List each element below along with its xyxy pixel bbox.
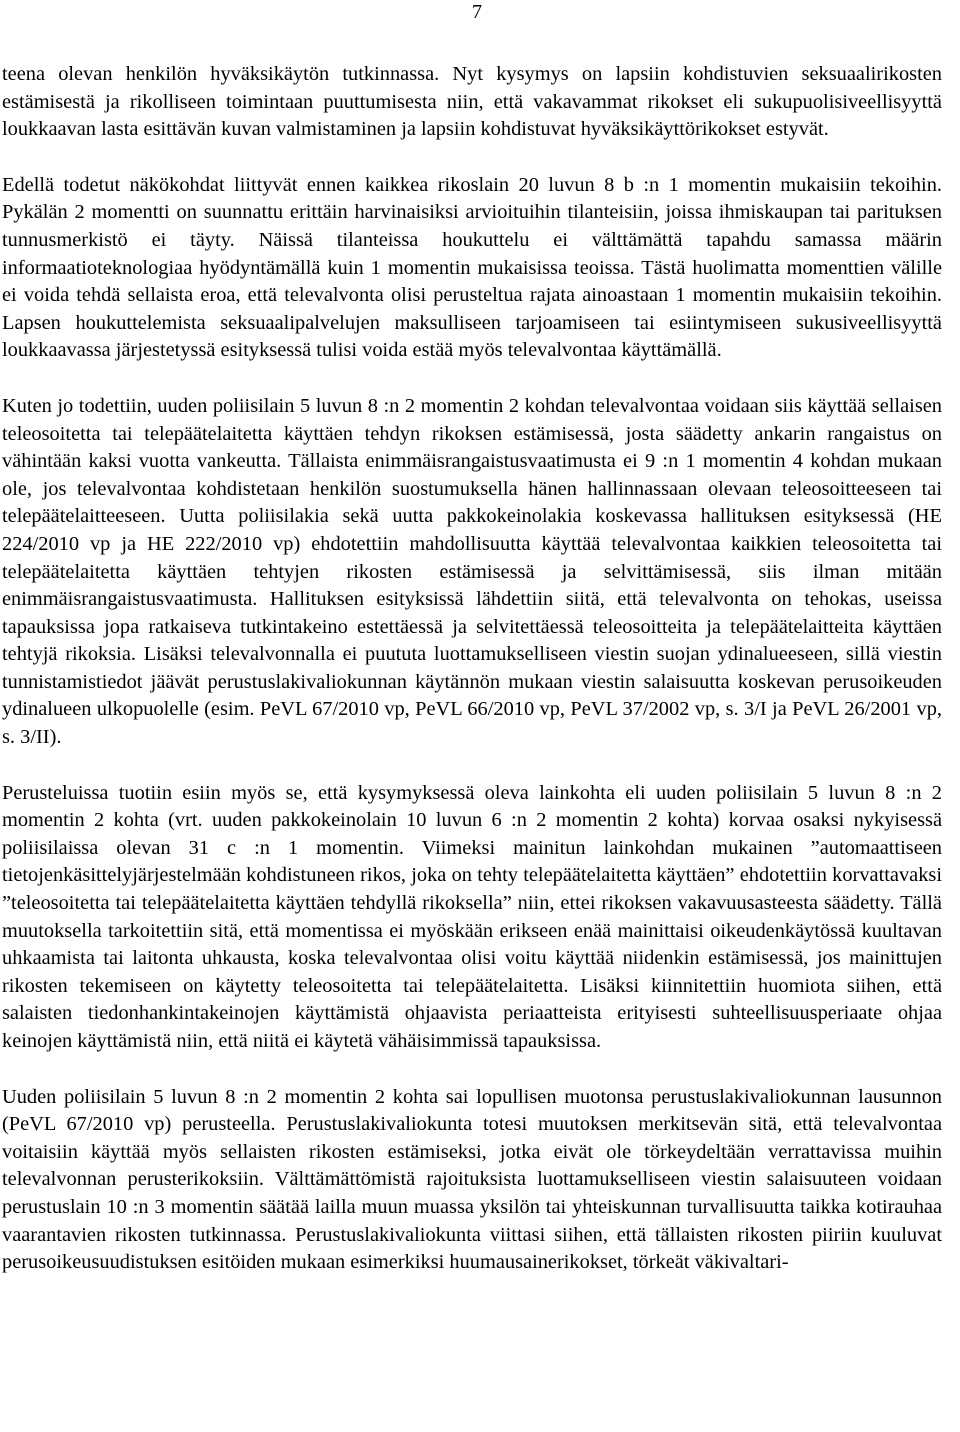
paragraph-gap — [2, 144, 942, 172]
paragraph-3: Kuten jo todettiin, uuden poliisilain 5 luvun 8 :n 2 momentin 2 kohdan televalvontaa voidaan siis käyttää sellaisen teleosoitetta tai telepäätelaitetta käyttäen tehdyn rikoksen estämisessä, josta säädetty ankarin rangaistus on vähintään kaksi vuotta vankeutta. Tällaista enimmäisrangaistusvaatimusta ei 9 :n 1 momentin 4 kohdan mukaan ole, jos televalvontaa kohdistetaan henkilön suostumuksella hänen hallinnassaan olevaan teleosoitteeseen tai telepäätelaitteeseen. Uutta poliisilakia sekä uutta pakkokeinolakia koskevassa hallituksen esityksessä (HE 224/2010 vp ja HE 222/2010 vp) ehdotettiin mahdollisuutta käyttää televalvontaa kaikkien teleosoitetta tai telepäätelaitetta käyttäen tehtyjen rikosten estämisessä ja selvittämisessä, siis ilman mitään enimmäisrangaistusvaatimusta. Hallituksen esityksissä lähdettiin siitä, että televalvonta on tehokas, useissa tapauksissa jopa ratkaiseva tutkintakeino estettäessä ja selvitettäessä teleosoitteita ja telepäätelaitteita käyttäen tehtyjä rikoksia. Lisäksi televalvonnalla ei puututa luottamukselliseen viestin suojan ydinalueeseen, sillä viestin tunnistamistiedot jäävät perustuslakivaliokunnan käytännön mukaan viestin salaisuutta koskevan perusoikeuden ydinalueen ulkopuolelle (esim. PeVL 67/2010 vp, PeVL 66/2010 vp, PeVL 37/2002 vp, s. 3/I ja PeVL 26/2001 vp, s. 3/II). — [2, 394, 942, 749]
page-number: 7 — [472, 1, 482, 23]
paragraph-gap — [2, 365, 942, 393]
paragraph-5: Uuden poliisilain 5 luvun 8 :n 2 momentin 2 kohta sai lopullisen muotonsa perustuslakivaliokunnan lausunnon (PeVL 67/2010 vp) perusteella. Perustuslakivaliokunta totesi muutoksen merkitsevän sitä, että televalvontaa voitaisiin käyttää myös sellaisten rikosten estämiseksi, jotka eivät ole törkeydeltään verrattavissa muihin televalvonnan perusterikoksiin. Välttämättömistä rajoituksista luottamukselliseen viestin salaisuuteen voidaan perustuslain 10 :n 3 momentin säätää lailla muun muassa yksilön tai yhteiskunnan turvallisuutta taikka kotirauhaa vaarantavien rikosten tutkinnassa. Perustuslakivaliokunta viittasi siihen, että tällaisten rikosten piiriin kuuluvat perusoikeusuudistuksen esitöiden mukaan esimerkiksi huumausainerikokset, törkeät väkivaltari- — [2, 1085, 942, 1274]
paragraph-4: Perusteluissa tuotiin esiin myös se, että kysymyksessä oleva lainkohta eli uuden poliisilain 5 luvun 8 :n 2 momentin 2 kohta (vrt. uuden pakkokeinolain 10 luvun 6 :n 2 momentin 2 kohta) korvaa osaksi nykyisessä poliisilaissa olevan 31 c :n 1 momentin. Viimeksi mainitun lainkohdan mukainen ”automaattiseen tietojenkäsittelyjärjestelmään kohdistuneen rikos, joka on tehty telepäätelaitetta käyttäen” ehdotettiin korvattavaksi ”teleosoitetta tai telepäätelaitetta käyttäen tehdyllä rikoksella” niin, ettei rikoksen vakavuusasteesta säädetty. Tällä muutoksella tarkoitettiin sitä, että momentissa ei myöskään erikseen enää mainittaisi oikeudenkäytössä kuultavan uhkaamista tai laitonta uhkausta, koska televalvontaa olisi voitu käyttää niidenkin estämisessä, jos mainittujen rikosten tekemiseen on käytetty teleosoitetta tai telepäätelaitetta. Lisäksi kiinnitettiin huomiota siihen, että salaisten tiedonhankintakeinojen käyttämistä ohjaavista periaatteista erityisesti suhteellisuusperiaate ohjaa keinojen käyttämistä niin, että niitä ei käytetä vähäisimmissä tapauksissa. — [2, 781, 942, 1052]
paragraph-2: Edellä todetut näkökohdat liittyvät ennen kaikkea rikoslain 20 luvun 8 b :n 1 momentin mukaisiin tekoihin. Pykälän 2 momentti on suunnattu erittäin harvinaisiksi arvioituihin tilanteisiin, joissa ihmiskaupan tai parituksen tunnusmerkistö ei täyty. Näissä tilanteissa houkuttelu ei välttämättä tapahdu samassa määrin informaatioteknologiaa hyödyntämällä kuin 1 momentin mukaisissa teoissa. Tästä huolimatta momenttien välille ei voida tehdä sellaista eroa, että televalvonta olisi perusteltua rajata ainoastaan 1 momentin mukaisiin tekoihin. Lapsen houkuttelemista seksuaalipalvelujen maksulliseen tarjoamiseen tai esiintymiseen sukusiveellisyyttä loukkaavassa järjestetyssä esityksessä tulisi voida estää myös televalvontaa käyttämällä. — [2, 173, 942, 362]
paragraph-gap — [2, 1056, 942, 1084]
document-body — [2, 61, 942, 1277]
paragraph-gap — [2, 752, 942, 780]
paragraph-1: teena olevan henkilön hyväksikäytön tutkinnassa. Nyt kysymys on lapsiin kohdistuvien seksuaalirikosten estämisestä ja rikolliseen toimintaan puuttumisesta niin, että vakavammat rikokset eli sukupuolisiveellisyyttä loukkaavan lasta esittävän kuvan valmistaminen ja lapsiin kohdistuvat hyväksikäyttörikokset estyvät. — [2, 63, 942, 141]
